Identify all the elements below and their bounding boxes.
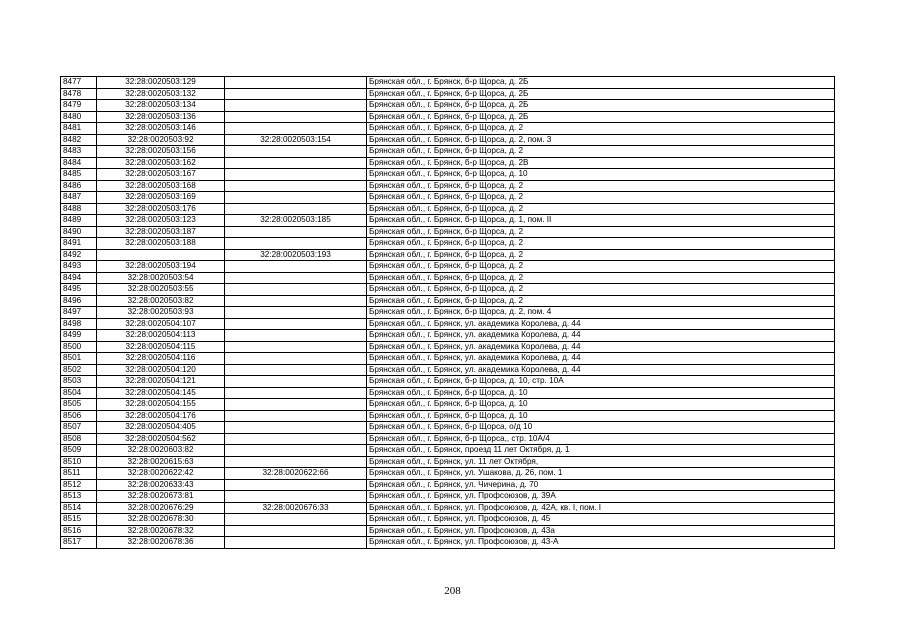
cadastral-registry-table: [60, 76, 835, 549]
related-cadastral-number-cell: [225, 123, 367, 135]
cadastral-number-cell: 32:28:0020678:30: [97, 514, 225, 526]
cadastral-number-cell: 32:28:0020503:82: [97, 295, 225, 307]
address-cell: Брянская обл., г. Брянск, б-р Щорса, д. 2: [367, 272, 835, 284]
address-cell: Брянская обл., г. Брянск, ул. Профсоюзов, д. 45: [367, 514, 835, 526]
cadastral-number-cell: 32:28:0020503:123: [97, 215, 225, 227]
table-row: [61, 249, 835, 261]
table-row: [61, 100, 835, 112]
row-number-cell: 8493: [61, 261, 97, 273]
table-row: [61, 387, 835, 399]
address-cell: Брянская обл., г. Брянск, б-р Щорса, д. 2Б: [367, 111, 835, 123]
row-number-cell: 8517: [61, 537, 97, 549]
table-row: [61, 123, 835, 135]
row-number-cell: 8487: [61, 192, 97, 204]
row-number-cell: 8488: [61, 203, 97, 215]
cadastral-number-cell: 32:28:0020503:134: [97, 100, 225, 112]
cadastral-number-cell: 32:28:0020503:93: [97, 307, 225, 319]
related-cadastral-number-cell: [225, 157, 367, 169]
cadastral-number-cell: 32:28:0020503:168: [97, 180, 225, 192]
related-cadastral-number-cell: [225, 146, 367, 158]
table-row: [61, 261, 835, 273]
cadastral-number-cell: 32:28:0020503:129: [97, 77, 225, 89]
table-row: [61, 307, 835, 319]
cadastral-number-cell: 32:28:0020673:81: [97, 491, 225, 503]
related-cadastral-number-cell: [225, 307, 367, 319]
address-cell: Брянская обл., г. Брянск, ул. академика Королева, д. 44: [367, 330, 835, 342]
related-cadastral-number-cell: [225, 180, 367, 192]
row-number-cell: 8506: [61, 410, 97, 422]
row-number-cell: 8509: [61, 445, 97, 457]
related-cadastral-number-cell: [225, 238, 367, 250]
address-cell: Брянская обл., г. Брянск, б-р Щорса, о/д 10: [367, 422, 835, 434]
table-row: [61, 410, 835, 422]
table-row: [61, 318, 835, 330]
table-row: [61, 502, 835, 514]
table-row: [61, 203, 835, 215]
table-row: [61, 433, 835, 445]
cadastral-number-cell: 32:28:0020503:132: [97, 88, 225, 100]
row-number-cell: 8496: [61, 295, 97, 307]
cadastral-number-cell: 32:28:0020504:155: [97, 399, 225, 411]
address-cell: Брянская обл., г. Брянск, ул. 11 лет Октября,: [367, 456, 835, 468]
cadastral-number-cell: [97, 249, 225, 261]
address-cell: Брянская обл., г. Брянск, ул. академика Королева, д. 44: [367, 353, 835, 365]
table-row: [61, 479, 835, 491]
row-number-cell: 8512: [61, 479, 97, 491]
address-cell: Брянская обл., г. Брянск, б-р Щорса, д. 2: [367, 146, 835, 158]
address-cell: Брянская обл., г. Брянск, б-р Щорса, д. 10: [367, 410, 835, 422]
table-row: [61, 238, 835, 250]
cadastral-number-cell: 32:28:0020503:156: [97, 146, 225, 158]
cadastral-number-cell: 32:28:0020633:43: [97, 479, 225, 491]
table-row: [61, 180, 835, 192]
table-row: [61, 468, 835, 480]
related-cadastral-number-cell: [225, 261, 367, 273]
row-number-cell: 8492: [61, 249, 97, 261]
cadastral-number-cell: 32:28:0020503:92: [97, 134, 225, 146]
row-number-cell: 8510: [61, 456, 97, 468]
cadastral-number-cell: 32:28:0020504:405: [97, 422, 225, 434]
cadastral-number-cell: 32:28:0020504:120: [97, 364, 225, 376]
related-cadastral-number-cell: [225, 376, 367, 388]
cadastral-number-cell: 32:28:0020676:29: [97, 502, 225, 514]
cadastral-number-cell: 32:28:0020615:63: [97, 456, 225, 468]
cadastral-number-cell: 32:28:0020503:136: [97, 111, 225, 123]
table-row: [61, 157, 835, 169]
row-number-cell: 8491: [61, 238, 97, 250]
address-cell: Брянская обл., г. Брянск, б-р Щорса, д. 2Б: [367, 77, 835, 89]
cadastral-number-cell: 32:28:0020503:188: [97, 238, 225, 250]
related-cadastral-number-cell: [225, 387, 367, 399]
address-cell: Брянская обл., г. Брянск, б-р Щорса, д. 2, пом. 4: [367, 307, 835, 319]
cadastral-number-cell: 32:28:0020504:145: [97, 387, 225, 399]
related-cadastral-number-cell: [225, 295, 367, 307]
table-row: [61, 364, 835, 376]
row-number-cell: 8478: [61, 88, 97, 100]
row-number-cell: 8511: [61, 468, 97, 480]
row-number-cell: 8477: [61, 77, 97, 89]
table-row: [61, 295, 835, 307]
address-cell: Брянская обл., г. Брянск, б-р Щорса,, стр. 10А/4: [367, 433, 835, 445]
related-cadastral-number-cell: [225, 353, 367, 365]
address-cell: Брянская обл., г. Брянск, б-р Щорса, д. 2: [367, 295, 835, 307]
address-cell: Брянская обл., г. Брянск, ул. академика Королева, д. 44: [367, 318, 835, 330]
row-number-cell: 8508: [61, 433, 97, 445]
table-row: [61, 456, 835, 468]
related-cadastral-number-cell: [225, 445, 367, 457]
related-cadastral-number-cell: [225, 192, 367, 204]
cadastral-number-cell: 32:28:0020504:113: [97, 330, 225, 342]
related-cadastral-number-cell: [225, 226, 367, 238]
row-number-cell: 8502: [61, 364, 97, 376]
address-cell: Брянская обл., г. Брянск, проезд 11 лет Октября, д. 1: [367, 445, 835, 457]
table-row: [61, 353, 835, 365]
related-cadastral-number-cell: [225, 456, 367, 468]
address-cell: Брянская обл., г. Брянск, ул. Чичерина, д. 70: [367, 479, 835, 491]
row-number-cell: 8494: [61, 272, 97, 284]
table-row: [61, 514, 835, 526]
row-number-cell: 8485: [61, 169, 97, 181]
table-row: [61, 330, 835, 342]
table-row: [61, 272, 835, 284]
row-number-cell: 8504: [61, 387, 97, 399]
row-number-cell: 8490: [61, 226, 97, 238]
address-cell: Брянская обл., г. Брянск, ул. Профсоюзов, д. 39А: [367, 491, 835, 503]
related-cadastral-number-cell: 32:28:0020503:154: [225, 134, 367, 146]
table-row: [61, 192, 835, 204]
page-number: 208: [444, 585, 461, 597]
cadastral-number-cell: 32:28:0020603:82: [97, 445, 225, 457]
table-row: [61, 537, 835, 549]
related-cadastral-number-cell: [225, 479, 367, 491]
related-cadastral-number-cell: [225, 203, 367, 215]
related-cadastral-number-cell: 32:28:0020622:66: [225, 468, 367, 480]
row-number-cell: 8515: [61, 514, 97, 526]
related-cadastral-number-cell: [225, 399, 367, 411]
cadastral-number-cell: 32:28:0020503:194: [97, 261, 225, 273]
table-row: [61, 376, 835, 388]
related-cadastral-number-cell: [225, 525, 367, 537]
address-cell: Брянская обл., г. Брянск, б-р Щорса, д. 10: [367, 387, 835, 399]
table-row: [61, 146, 835, 158]
cadastral-number-cell: 32:28:0020503:187: [97, 226, 225, 238]
related-cadastral-number-cell: [225, 272, 367, 284]
related-cadastral-number-cell: [225, 364, 367, 376]
related-cadastral-number-cell: 32:28:0020503:185: [225, 215, 367, 227]
row-number-cell: 8507: [61, 422, 97, 434]
table-row: [61, 422, 835, 434]
cadastral-number-cell: 32:28:0020503:162: [97, 157, 225, 169]
row-number-cell: 8480: [61, 111, 97, 123]
table-row: [61, 169, 835, 181]
row-number-cell: 8489: [61, 215, 97, 227]
address-cell: Брянская обл., г. Брянск, б-р Щорса, д. 2: [367, 249, 835, 261]
row-number-cell: 8500: [61, 341, 97, 353]
row-number-cell: 8483: [61, 146, 97, 158]
row-number-cell: 8498: [61, 318, 97, 330]
address-cell: Брянская обл., г. Брянск, б-р Щорса, д. 2: [367, 284, 835, 296]
table-row: [61, 341, 835, 353]
address-cell: Брянская обл., г. Брянск, б-р Щорса, д. 2: [367, 261, 835, 273]
address-cell: Брянская обл., г. Брянск, б-р Щорса, д. 2: [367, 226, 835, 238]
related-cadastral-number-cell: [225, 433, 367, 445]
cadastral-number-cell: 32:28:0020503:55: [97, 284, 225, 296]
address-cell: Брянская обл., г. Брянск, б-р Щорса, д. 2В: [367, 157, 835, 169]
cadastral-number-cell: 32:28:0020678:32: [97, 525, 225, 537]
row-number-cell: 8495: [61, 284, 97, 296]
address-cell: Брянская обл., г. Брянск, ул. Профсоюзов, д. 42А, кв. I, пом. I: [367, 502, 835, 514]
cadastral-number-cell: 32:28:0020503:167: [97, 169, 225, 181]
related-cadastral-number-cell: [225, 514, 367, 526]
related-cadastral-number-cell: [225, 410, 367, 422]
address-cell: Брянская обл., г. Брянск, б-р Щорса, д. 2: [367, 180, 835, 192]
related-cadastral-number-cell: [225, 77, 367, 89]
cadastral-number-cell: 32:28:0020503:54: [97, 272, 225, 284]
table-body: [61, 77, 835, 549]
row-number-cell: 8486: [61, 180, 97, 192]
related-cadastral-number-cell: [225, 111, 367, 123]
address-cell: Брянская обл., г. Брянск, б-р Щорса, д. 2: [367, 192, 835, 204]
address-cell: Брянская обл., г. Брянск, ул. Профсоюзов, д. 43а: [367, 525, 835, 537]
address-cell: Брянская обл., г. Брянск, ул. академика Королева, д. 44: [367, 364, 835, 376]
address-cell: Брянская обл., г. Брянск, б-р Щорса, д. 1, пом. II: [367, 215, 835, 227]
cadastral-number-cell: 32:28:0020503:146: [97, 123, 225, 135]
row-number-cell: 8501: [61, 353, 97, 365]
address-cell: Брянская обл., г. Брянск, б-р Щорса, д. 10, стр. 10А: [367, 376, 835, 388]
related-cadastral-number-cell: [225, 100, 367, 112]
cadastral-number-cell: 32:28:0020503:169: [97, 192, 225, 204]
address-cell: Брянская обл., г. Брянск, б-р Щорса, д. 2: [367, 203, 835, 215]
table-row: [61, 491, 835, 503]
row-number-cell: 8481: [61, 123, 97, 135]
table-row: [61, 111, 835, 123]
address-cell: Брянская обл., г. Брянск, б-р Щорса, д. 2: [367, 123, 835, 135]
row-number-cell: 8479: [61, 100, 97, 112]
related-cadastral-number-cell: 32:28:0020503:193: [225, 249, 367, 261]
table-row: [61, 134, 835, 146]
cadastral-number-cell: 32:28:0020503:176: [97, 203, 225, 215]
table-row: [61, 525, 835, 537]
related-cadastral-number-cell: [225, 422, 367, 434]
address-cell: Брянская обл., г. Брянск, ул. академика Королева, д. 44: [367, 341, 835, 353]
related-cadastral-number-cell: [225, 330, 367, 342]
table-row: [61, 226, 835, 238]
address-cell: Брянская обл., г. Брянск, б-р Щорса, д. 10: [367, 169, 835, 181]
table-row: [61, 215, 835, 227]
related-cadastral-number-cell: [225, 491, 367, 503]
cadastral-number-cell: 32:28:0020504:115: [97, 341, 225, 353]
table-row: [61, 77, 835, 89]
cadastral-number-cell: 32:28:0020504:121: [97, 376, 225, 388]
row-number-cell: 8503: [61, 376, 97, 388]
address-cell: Брянская обл., г. Брянск, б-р Щорса, д. 2: [367, 238, 835, 250]
cadastral-number-cell: 32:28:0020504:562: [97, 433, 225, 445]
address-cell: Брянская обл., г. Брянск, б-р Щорса, д. 2Б: [367, 88, 835, 100]
table-row: [61, 88, 835, 100]
cadastral-number-cell: 32:28:0020678:36: [97, 537, 225, 549]
related-cadastral-number-cell: [225, 341, 367, 353]
row-number-cell: 8516: [61, 525, 97, 537]
address-cell: Брянская обл., г. Брянск, б-р Щорса, д. 2Б: [367, 100, 835, 112]
related-cadastral-number-cell: 32:28:0020676:33: [225, 502, 367, 514]
row-number-cell: 8497: [61, 307, 97, 319]
related-cadastral-number-cell: [225, 318, 367, 330]
related-cadastral-number-cell: [225, 169, 367, 181]
row-number-cell: 8513: [61, 491, 97, 503]
cadastral-number-cell: 32:28:0020504:107: [97, 318, 225, 330]
address-cell: Брянская обл., г. Брянск, б-р Щорса, д. 2, пом. 3: [367, 134, 835, 146]
related-cadastral-number-cell: [225, 284, 367, 296]
cadastral-number-cell: 32:28:0020504:116: [97, 353, 225, 365]
table-row: [61, 399, 835, 411]
row-number-cell: 8499: [61, 330, 97, 342]
cadastral-number-cell: 32:28:0020622:42: [97, 468, 225, 480]
table-row: [61, 284, 835, 296]
row-number-cell: 8505: [61, 399, 97, 411]
cadastral-number-cell: 32:28:0020504:176: [97, 410, 225, 422]
table-row: [61, 445, 835, 457]
address-cell: Брянская обл., г. Брянск, б-р Щорса, д. 10: [367, 399, 835, 411]
related-cadastral-number-cell: [225, 537, 367, 549]
row-number-cell: 8514: [61, 502, 97, 514]
row-number-cell: 8484: [61, 157, 97, 169]
address-cell: Брянская обл., г. Брянск, ул. Ушакова, д. 26, пом. 1: [367, 468, 835, 480]
row-number-cell: 8482: [61, 134, 97, 146]
address-cell: Брянская обл., г. Брянск, ул. Профсоюзов, д. 43-А: [367, 537, 835, 549]
related-cadastral-number-cell: [225, 88, 367, 100]
